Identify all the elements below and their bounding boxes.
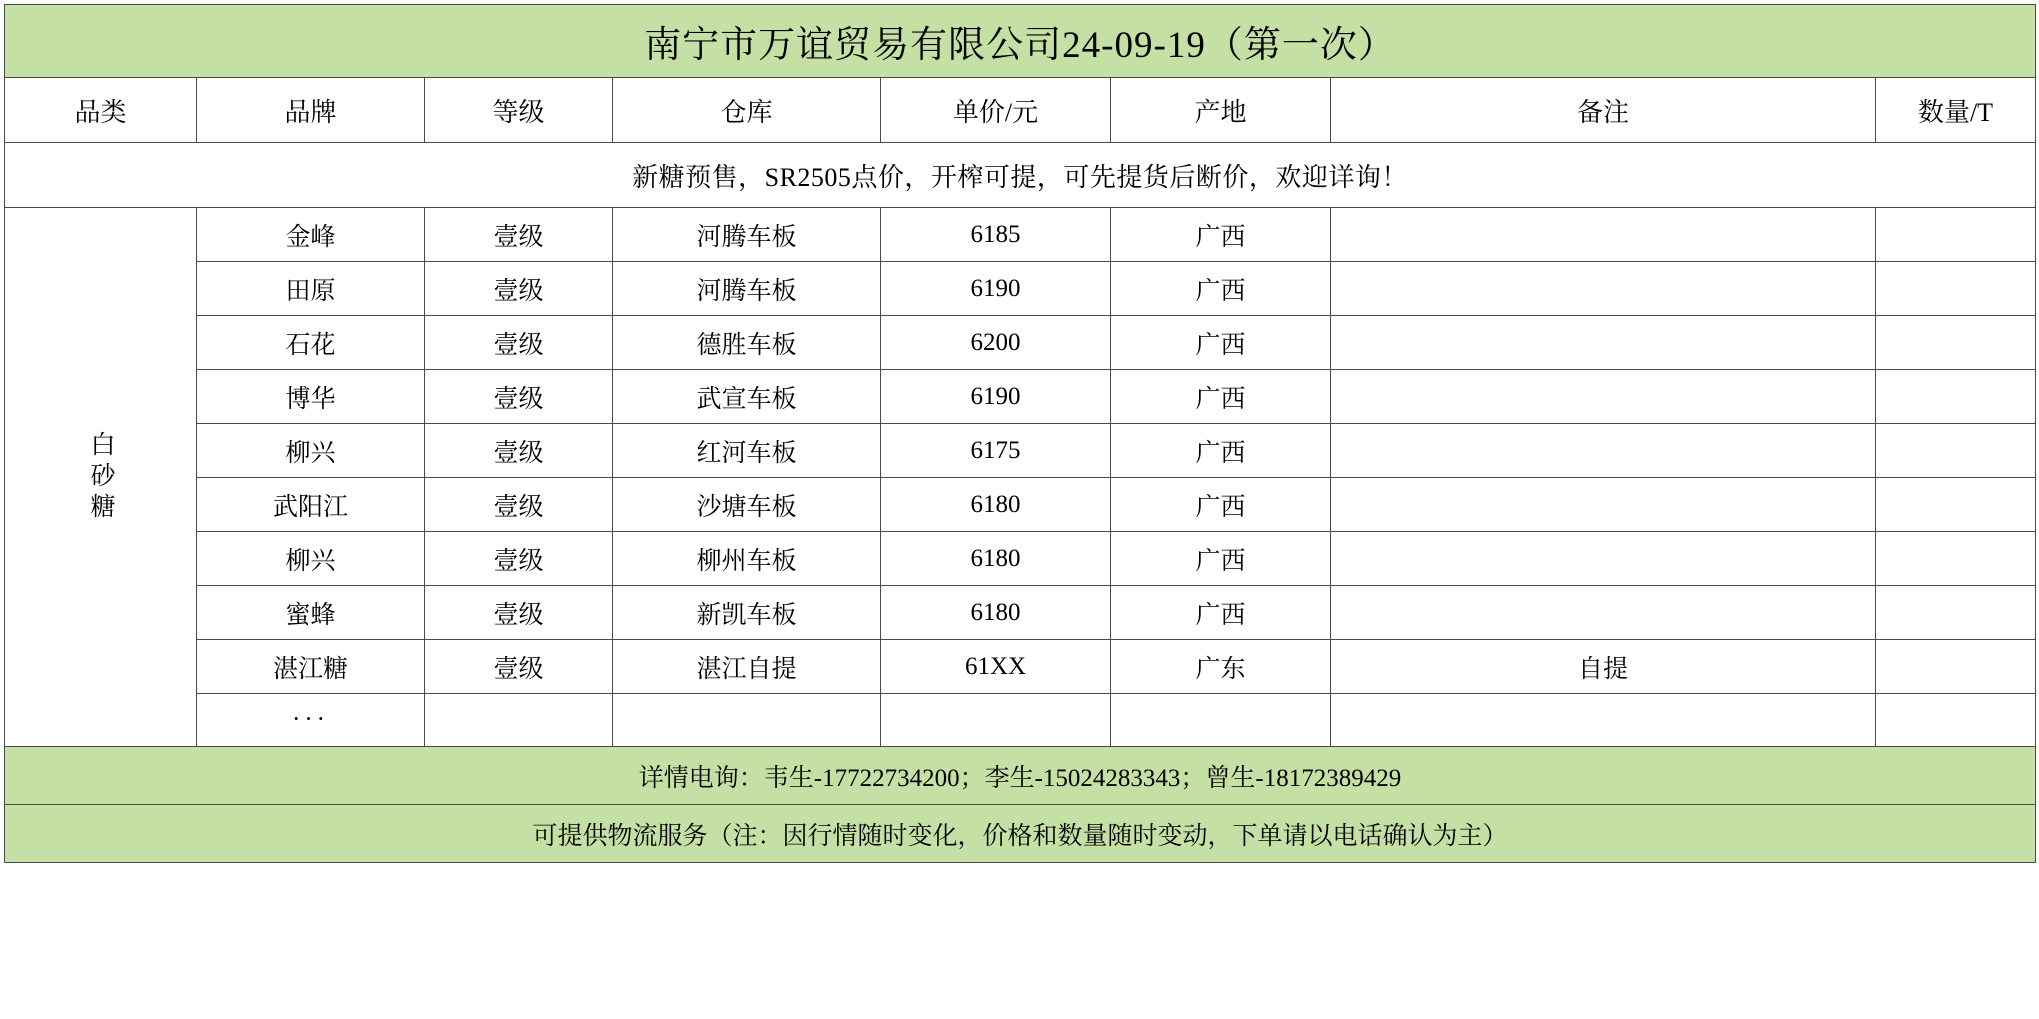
cell-brand: 武阳江 — [197, 478, 425, 532]
cell-price: 6185 — [881, 208, 1111, 262]
column-header-note: 备注 — [1331, 78, 1876, 143]
cell-origin: 广西 — [1111, 370, 1331, 424]
cell-note — [1331, 532, 1876, 586]
cell-ellipsis: ··· — [197, 694, 425, 747]
cell-price: 6200 — [881, 316, 1111, 370]
promo-banner-row — [5, 143, 2036, 208]
cell-warehouse: 河腾车板 — [613, 208, 881, 262]
cell-warehouse: 德胜车板 — [613, 316, 881, 370]
cell-origin: 广西 — [1111, 478, 1331, 532]
cell-warehouse: 河腾车板 — [613, 262, 881, 316]
column-header-brand: 品牌 — [197, 78, 425, 143]
table-row — [5, 532, 2036, 586]
table-row — [5, 316, 2036, 370]
cell-note — [1331, 208, 1876, 262]
cell-brand: 博华 — [197, 370, 425, 424]
cell-brand: 蜜蜂 — [197, 586, 425, 640]
cell-origin: 广西 — [1111, 262, 1331, 316]
cell-note — [1331, 370, 1876, 424]
cell-brand: 金峰 — [197, 208, 425, 262]
cell-quantity — [1876, 532, 2036, 586]
cell-grade: 壹级 — [425, 370, 613, 424]
cell-grade: 壹级 — [425, 640, 613, 694]
column-header-quantity: 数量/T — [1876, 78, 2036, 143]
footnote-row — [5, 805, 2036, 863]
cell-origin — [1111, 694, 1331, 747]
cell-origin: 广西 — [1111, 208, 1331, 262]
cell-grade: 壹级 — [425, 586, 613, 640]
cell-grade: 壹级 — [425, 424, 613, 478]
cell-grade: 壹级 — [425, 478, 613, 532]
footnote-text: 可提供物流服务（注：因行情随时变化，价格和数量随时变动，下单请以电话确认为主） — [5, 805, 2036, 863]
contact-text: 详情电询：韦生-17722734200；李生-15024283343；曾生-18172389429 — [5, 747, 2036, 805]
cell-quantity — [1876, 586, 2036, 640]
cell-grade — [425, 694, 613, 747]
cell-warehouse: 湛江自提 — [613, 640, 881, 694]
cell-price — [881, 694, 1111, 747]
cell-grade: 壹级 — [425, 532, 613, 586]
cell-grade: 壹级 — [425, 262, 613, 316]
cell-quantity — [1876, 694, 2036, 747]
category-label: 白砂糖 — [87, 430, 114, 524]
cell-origin: 广西 — [1111, 316, 1331, 370]
cell-warehouse: 新凯车板 — [613, 586, 881, 640]
cell-warehouse: 红河车板 — [613, 424, 881, 478]
cell-warehouse — [613, 694, 881, 747]
cell-price: 6180 — [881, 478, 1111, 532]
cell-origin: 广西 — [1111, 586, 1331, 640]
cell-price: 6180 — [881, 532, 1111, 586]
table-row — [5, 370, 2036, 424]
column-header-grade: 等级 — [425, 78, 613, 143]
table-row — [5, 208, 2036, 262]
cell-note — [1331, 694, 1876, 747]
cell-brand: 石花 — [197, 316, 425, 370]
column-header-warehouse: 仓库 — [613, 78, 881, 143]
cell-note: 自提 — [1331, 640, 1876, 694]
table-row — [5, 262, 2036, 316]
table-row — [5, 640, 2036, 694]
cell-origin: 广东 — [1111, 640, 1331, 694]
cell-origin: 广西 — [1111, 532, 1331, 586]
cell-warehouse: 沙塘车板 — [613, 478, 881, 532]
cell-note — [1331, 424, 1876, 478]
promo-text: 新糖预售，SR2505点价，开榨可提，可先提货后断价，欢迎详询！ — [5, 143, 2036, 208]
cell-origin: 广西 — [1111, 424, 1331, 478]
cell-price: 6190 — [881, 262, 1111, 316]
cell-quantity — [1876, 478, 2036, 532]
cell-note — [1331, 262, 1876, 316]
cell-brand: 湛江糖 — [197, 640, 425, 694]
page-title: 南宁市万谊贸易有限公司24-09-19（第一次） — [5, 5, 2036, 78]
cell-quantity — [1876, 370, 2036, 424]
cell-warehouse: 武宣车板 — [613, 370, 881, 424]
cell-price: 61XX — [881, 640, 1111, 694]
table-row — [5, 586, 2036, 640]
cell-grade: 壹级 — [425, 316, 613, 370]
cell-quantity — [1876, 316, 2036, 370]
cell-price: 6190 — [881, 370, 1111, 424]
cell-quantity — [1876, 262, 2036, 316]
cell-price: 6175 — [881, 424, 1111, 478]
cell-brand: 柳兴 — [197, 424, 425, 478]
cell-brand: 柳兴 — [197, 532, 425, 586]
cell-note — [1331, 586, 1876, 640]
cell-quantity — [1876, 640, 2036, 694]
column-header-category: 品类 — [5, 78, 197, 143]
cell-brand: 田原 — [197, 262, 425, 316]
cell-note — [1331, 316, 1876, 370]
cell-grade: 壹级 — [425, 208, 613, 262]
column-header-origin: 产地 — [1111, 78, 1331, 143]
column-header-price: 单价/元 — [881, 78, 1111, 143]
table-title-row — [5, 5, 2036, 78]
table-row — [5, 424, 2036, 478]
cell-warehouse: 柳州车板 — [613, 532, 881, 586]
cell-price: 6180 — [881, 586, 1111, 640]
table-header-row — [5, 78, 2036, 143]
cell-quantity — [1876, 424, 2036, 478]
category-cell — [5, 208, 197, 747]
price-table — [4, 4, 2036, 863]
contact-row — [5, 747, 2036, 805]
cell-quantity — [1876, 208, 2036, 262]
table-row-ellipsis — [5, 694, 2036, 747]
table-row — [5, 478, 2036, 532]
cell-note — [1331, 478, 1876, 532]
